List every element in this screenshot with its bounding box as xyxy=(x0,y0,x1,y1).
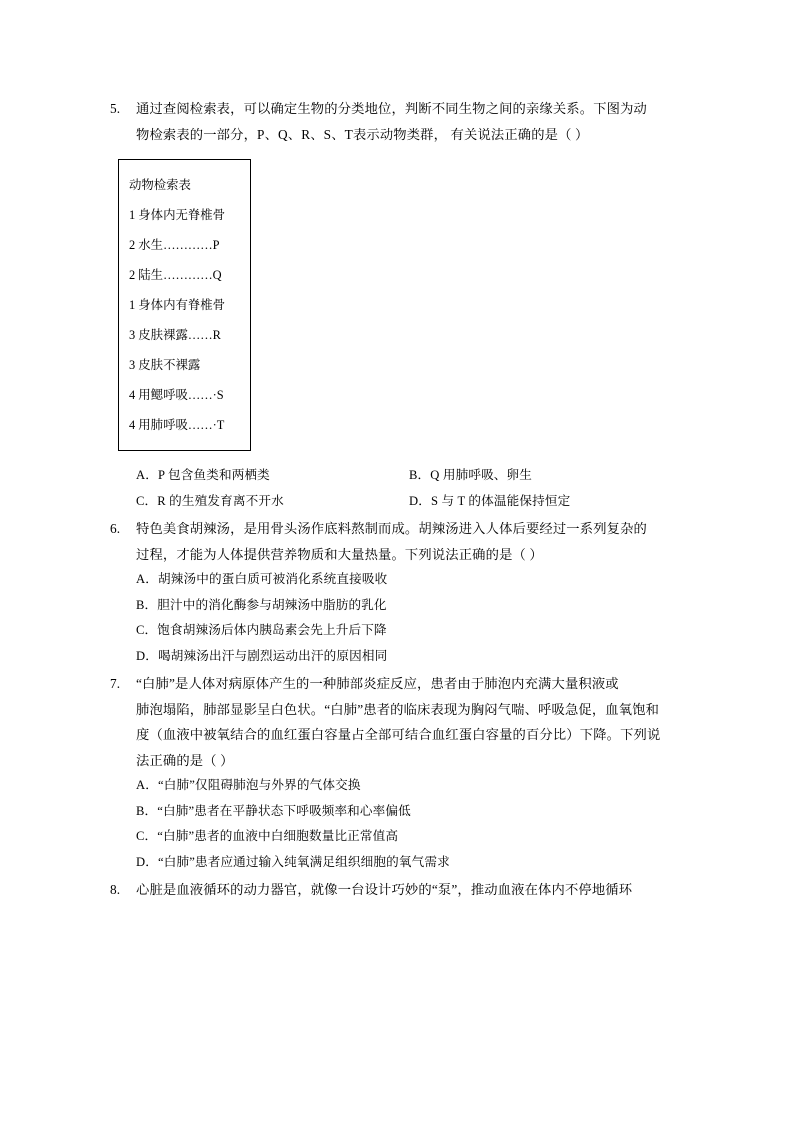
option-d[interactable]: D．S 与 T 的体温能保持恒定 xyxy=(409,493,571,508)
question-7-line-2: 肺泡塌陷，肺部显影呈白色状。“白肺”患者的临床表现为胸闷气喘、呼吸急促，血氧饱和 xyxy=(136,701,660,717)
question-5 xyxy=(110,96,682,514)
question-7 xyxy=(110,671,682,875)
question-5-line-1: 通过查阅检索表，可以确定生物的分类地位，判断不同生物之间的亲缘关系。下图为动 xyxy=(136,101,647,116)
question-7-text-cont-1 xyxy=(110,697,682,723)
option-a[interactable]: A．“白肺”仅阻碍肺泡与外界的气体交换 xyxy=(136,778,361,792)
option-c[interactable]: C．R 的生殖发育离不开水 xyxy=(136,493,284,508)
key-row: 1 身体内有脊椎骨 xyxy=(129,298,226,312)
key-row: 2 水生…………P xyxy=(129,238,220,252)
question-5-text-cont xyxy=(110,122,682,148)
question-5-line-2: 物检索表的一部分，P、Q、R、S、T表示动物类群， 有关说法正确的是（ ） xyxy=(136,126,589,142)
key-row: 3 皮肤不裸露 xyxy=(129,358,201,372)
option-b[interactable]: B．Q 用肺呼吸、卵生 xyxy=(409,468,533,482)
question-6-text xyxy=(110,516,682,542)
key-row: 2 陆生…………Q xyxy=(129,268,222,282)
question-7-text-cont-2 xyxy=(110,722,682,748)
option-a[interactable]: A．P 包含鱼类和两栖类 xyxy=(136,468,270,482)
key-row: 1 身体内无脊椎骨 xyxy=(129,208,226,222)
taxonomic-key-box xyxy=(118,159,251,451)
question-8 xyxy=(110,877,682,903)
question-7-number: 7. xyxy=(110,676,121,691)
question-5-number: 5. xyxy=(110,101,121,116)
question-7-text xyxy=(110,671,682,697)
option-d[interactable]: D．“白肺”患者应通过输入纯氧满足组织细胞的氧气需求 xyxy=(136,854,450,869)
question-6-line-1: 特色美食胡辣汤，是用骨头汤作底料熬制而成。胡辣汤进入人体后要经过一系列复杂的 xyxy=(136,521,647,536)
question-5-options-row-1 xyxy=(110,463,682,489)
document-content xyxy=(110,96,682,905)
question-6 xyxy=(110,516,682,669)
question-5-text xyxy=(110,96,682,122)
key-title: 动物检索表 xyxy=(129,178,191,192)
question-7-line-3: 度（血液中被氧结合的血红蛋白容量占全部可结合血红蛋白容量的百分比）下降。下列说 xyxy=(136,727,661,742)
question-8-line-1: 心脏是血液循环的动力器官，就像一台设计巧妙的“泵”，推动血液在体内不停地循环 xyxy=(136,882,633,897)
question-6-text-cont xyxy=(110,542,682,568)
key-row: 4 用鳃呼吸……·S xyxy=(129,388,224,402)
question-7-line-4: 法正确的是（ ） xyxy=(136,752,234,768)
option-b[interactable]: B．胆汁中的消化酶参与胡辣汤中脂肪的乳化 xyxy=(136,597,387,612)
option-d[interactable]: D．喝胡辣汤出汗与剧烈运动出汗的原因相同 xyxy=(136,648,388,663)
question-7-text-cont-3 xyxy=(110,748,682,774)
key-row: 4 用肺呼吸……·T xyxy=(129,418,225,432)
question-5-options-row-2 xyxy=(110,489,682,515)
question-6-line-2: 过程，才能为人体提供营养物质和大量热量。下列说法正确的是（ ） xyxy=(136,546,543,562)
option-c[interactable]: C．“白肺”患者的血液中白细胞数量比正常值高 xyxy=(136,829,399,843)
question-6-number: 6. xyxy=(110,521,121,536)
option-c[interactable]: C．饱食胡辣汤后体内胰岛素会先上升后下降 xyxy=(136,623,387,637)
question-8-number: 8. xyxy=(110,882,121,897)
option-b[interactable]: B．“白肺”患者在平静状态下呼吸频率和心率偏低 xyxy=(136,803,411,818)
question-7-line-1: “白肺”是人体对病原体产生的一种肺部炎症反应，患者由于肺泡内充满大量积液或 xyxy=(136,676,619,691)
question-8-text xyxy=(110,877,682,903)
key-row: 3 皮肤裸露……R xyxy=(129,328,221,342)
option-a[interactable]: A．胡辣汤中的蛋白质可被消化系统直接吸收 xyxy=(136,572,388,586)
